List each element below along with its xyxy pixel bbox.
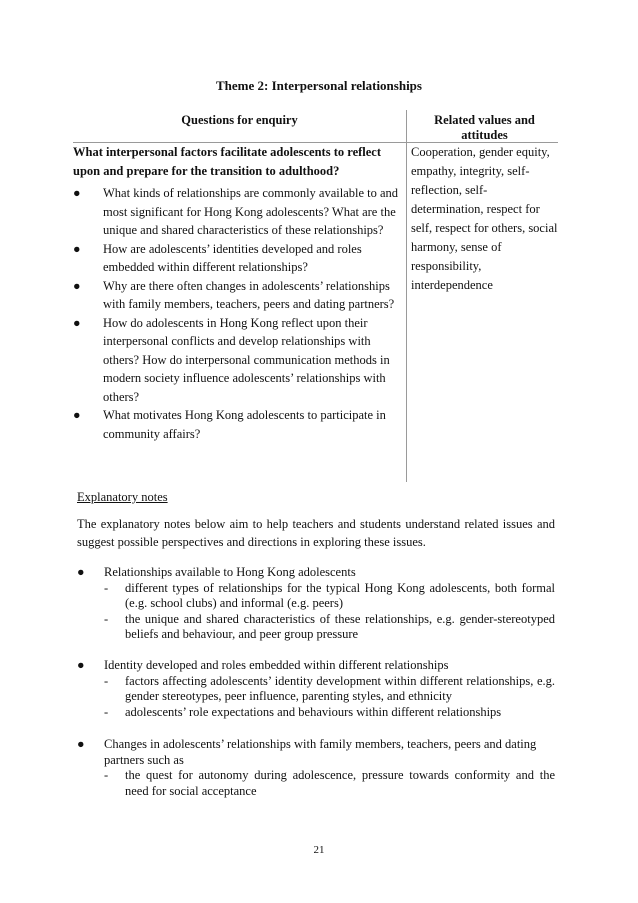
question-item: ● How are adolescents’ identities developed and roles embedded within different relationships? [73, 241, 362, 274]
header-questions: Questions for enquiry [181, 113, 298, 127]
dash-icon: - [104, 611, 109, 626]
question-item: ● How do adolescents in Hong Kong reflect upon their interpersonal conflicts and develop relationships with others? How do interpersonal communication methods in modern society influence adolescents’ relationships with others? [73, 315, 390, 404]
question-item: ● Why are there often changes in adolescents’ relationships with family members, teachers, peers and dating partners? [73, 278, 395, 311]
header-values: Related values and attitudes [434, 113, 535, 142]
note-title: Changes in adolescents’ relationships with family members, teachers, peers and dating partners such as [104, 737, 537, 767]
question-item: ● What motivates Hong Kong adolescents to participate in community affairs? [73, 408, 386, 441]
dash-icon: - [104, 580, 109, 595]
notes-intro: The explanatory notes below aim to help teachers and students understand related issues and suggest possible perspectives and directions in exploring these issues. [77, 517, 555, 549]
dash-icon: - [104, 704, 109, 719]
note-subpoint: - factors affecting adolescents’ identity development within different relationships, e.g. gender stereotypes, peer influence, parenting styles, and ethnicity [104, 673, 555, 703]
page-number: 21 [313, 844, 325, 856]
lead-question: What interpersonal factors facilitate adolescents to reflect upon and prepare for the transition to adulthood? [73, 145, 382, 178]
bullet-icon: ● [73, 408, 81, 422]
column-divider [406, 110, 407, 482]
note-item [77, 565, 555, 643]
note-subpoint: - the unique and shared characteristics of these relationships, e.g. gender-stereotyped beliefs and behaviour, and peer group pressure [104, 611, 555, 641]
note-subpoint: - adolescents’ role expectations and behaviours within different relationships [104, 704, 502, 719]
values-attitudes: Cooperation, gender equity, empathy, integrity, self-reflection, self-determination, respect for self, respect for others, social harmony, sense of responsibility, interdependence [411, 145, 558, 292]
note-item [77, 658, 555, 720]
bullet-icon: ● [73, 241, 81, 256]
note-item [77, 737, 555, 799]
bullet-icon: ● [73, 186, 81, 200]
theme-title: Theme 2: Interpersonal relationships [216, 78, 422, 93]
notes-heading: Explanatory notes [77, 490, 168, 504]
note-title: Relationships available to Hong Kong adolescents [104, 565, 356, 579]
bullet-icon: ● [77, 658, 85, 672]
note-subpoint: - different types of relationships for the typical Hong Kong adolescents, both formal (e.g. school clubs) and informal (e.g. peers) [104, 580, 555, 610]
question-list [73, 184, 401, 443]
bullet-icon: ● [77, 565, 85, 579]
bullet-icon: ● [73, 315, 81, 330]
enquiry-table [73, 110, 558, 482]
dash-icon: - [104, 768, 109, 782]
dash-icon: - [104, 673, 109, 688]
note-title: Identity developed and roles embedded within different relationships [104, 658, 449, 672]
note-subpoint: - the quest for autonomy during adolescence, pressure towards conformity and the need for social acceptance [104, 768, 555, 798]
bullet-icon: ● [73, 278, 81, 293]
question-item: ● What kinds of relationships are commonly available to and most significant for Hong Kong adolescents? What are the unique and shared characteristics of these relationships? [73, 186, 399, 237]
bullet-icon: ● [77, 737, 85, 751]
